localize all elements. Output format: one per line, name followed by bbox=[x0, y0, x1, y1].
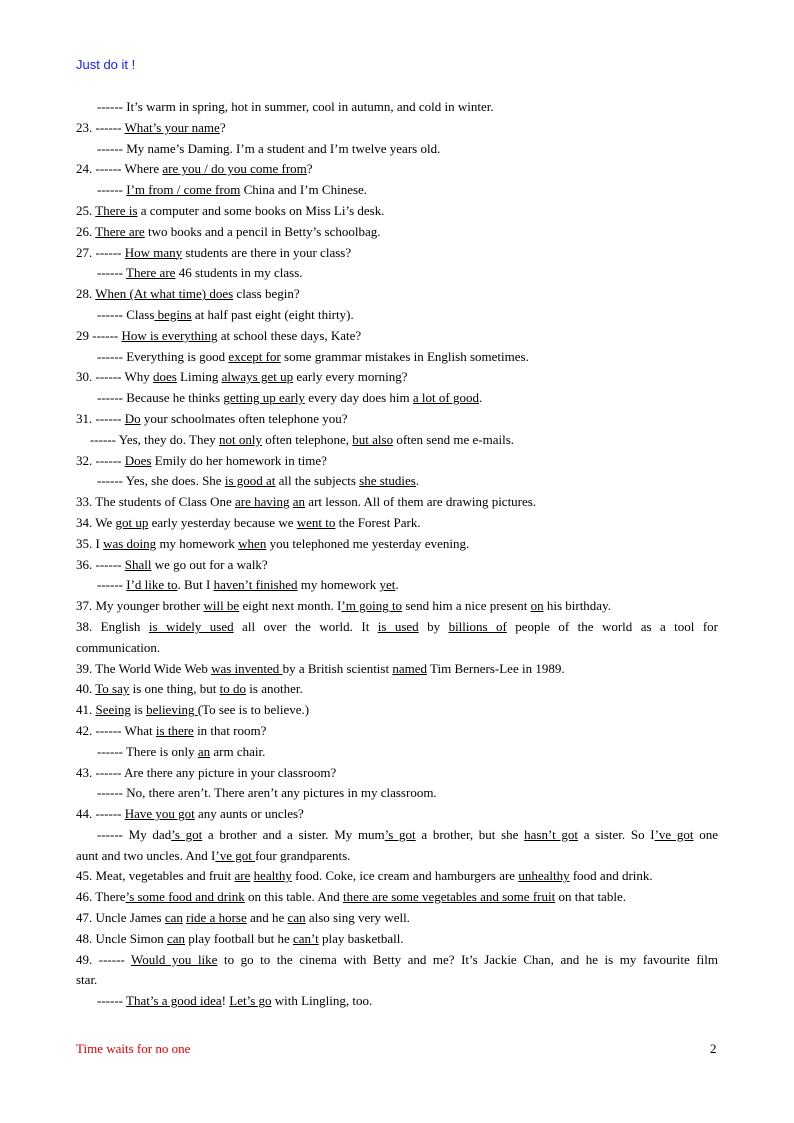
text-segment: food and drink. bbox=[569, 868, 653, 884]
underlined-phrase: except for bbox=[228, 348, 281, 364]
text-segment: some grammar mistakes in English sometimes. bbox=[280, 348, 529, 364]
text-segment: early every morning? bbox=[293, 369, 408, 385]
text-segment: a computer and some books on Miss Li’s desk. bbox=[137, 202, 385, 218]
text-line bbox=[76, 929, 718, 950]
text-segment: . But I bbox=[177, 577, 214, 593]
text-line bbox=[76, 180, 718, 201]
underlined-phrase: are bbox=[234, 868, 251, 884]
underlined-phrase: I’d like to bbox=[126, 577, 178, 593]
underlined-phrase: There are bbox=[95, 223, 145, 239]
underlined-phrase: unhealthy bbox=[518, 868, 570, 884]
text-line bbox=[76, 887, 718, 908]
text-segment: 49. ------ bbox=[76, 951, 132, 967]
text-segment: every day does him bbox=[304, 390, 413, 406]
text-segment: 43. ------ Are there any picture in your classroom? bbox=[76, 764, 337, 780]
underlined-phrase: Does bbox=[124, 452, 152, 468]
text-segment: 39. The World Wide Web bbox=[76, 660, 212, 676]
underlined-phrase: are you / do you come from bbox=[162, 161, 307, 177]
underlined-phrase: ’s got bbox=[171, 826, 203, 842]
text-line bbox=[76, 201, 718, 222]
underlined-phrase: named bbox=[392, 660, 427, 676]
text-line bbox=[76, 908, 718, 929]
underlined-phrase: believing bbox=[146, 702, 198, 718]
text-line bbox=[76, 742, 718, 763]
underlined-phrase: can’t bbox=[293, 930, 319, 946]
text-segment: class begin? bbox=[233, 286, 300, 302]
underlined-phrase: does bbox=[153, 369, 177, 385]
text-line bbox=[76, 555, 718, 576]
text-segment: 27. ------ bbox=[76, 244, 125, 260]
text-segment: 40. bbox=[76, 681, 96, 697]
text-segment: ------ bbox=[97, 182, 127, 198]
text-line bbox=[76, 409, 718, 430]
text-segment: on this table. And bbox=[244, 889, 343, 905]
underlined-phrase: How many bbox=[124, 244, 183, 260]
text-segment: we go out for a walk? bbox=[151, 556, 268, 572]
underlined-phrase: healthy bbox=[253, 868, 292, 884]
underlined-phrase: haven’t finished bbox=[213, 577, 298, 593]
text-segment: one bbox=[693, 826, 718, 842]
text-segment: a brother and a sister. My mum bbox=[202, 826, 385, 842]
text-segment: on that table. bbox=[555, 889, 626, 905]
text-segment: ! bbox=[221, 993, 230, 1009]
underlined-phrase: hasn’t got bbox=[524, 826, 578, 842]
text-line bbox=[76, 139, 718, 160]
text-segment: often telephone, bbox=[262, 431, 353, 447]
header-motto: Just do it ! bbox=[76, 57, 136, 72]
text-line bbox=[76, 492, 718, 513]
text-segment: Tim Berners-Lee in 1989. bbox=[427, 660, 565, 676]
text-segment: ------ bbox=[97, 993, 126, 1009]
text-segment: also sing very well. bbox=[305, 910, 410, 926]
underlined-phrase: is there bbox=[155, 722, 194, 738]
text-line bbox=[76, 721, 718, 742]
text-segment: his birthday. bbox=[543, 598, 611, 614]
text-segment: all the subjects bbox=[275, 473, 360, 489]
underlined-phrase: That’s a good idea bbox=[126, 993, 222, 1009]
underlined-phrase: is used bbox=[377, 618, 419, 634]
text-segment: you telephoned me yesterday evening. bbox=[266, 535, 470, 551]
text-segment: any aunts or uncles? bbox=[194, 806, 304, 822]
text-segment: the Forest Park. bbox=[335, 514, 421, 530]
underlined-phrase: on bbox=[530, 598, 544, 614]
text-segment: ------ Yes, they do. They bbox=[90, 431, 220, 447]
text-segment: to go to the cinema with Betty and me? It’s Jackie Chan, and he is my favourite film bbox=[217, 951, 718, 967]
text-segment: is bbox=[130, 702, 147, 718]
text-segment: at half past eight (eight thirty). bbox=[191, 306, 354, 322]
underlined-phrase: begins bbox=[154, 306, 192, 322]
underlined-phrase: Would you like bbox=[131, 951, 218, 967]
text-segment: 31. ------ bbox=[76, 410, 125, 426]
page-number: 2 bbox=[710, 1041, 717, 1056]
text-segment: four grandparents. bbox=[255, 847, 351, 863]
text-segment: ? bbox=[306, 161, 313, 177]
text-segment: 41. bbox=[76, 702, 96, 718]
text-segment: 28. bbox=[76, 286, 96, 302]
text-segment: ? bbox=[219, 119, 226, 135]
text-segment: often send me e-mails. bbox=[393, 431, 515, 447]
underlined-phrase: got up bbox=[115, 514, 149, 530]
underlined-phrase: getting up early bbox=[223, 390, 305, 406]
text-line bbox=[76, 575, 718, 596]
text-line bbox=[76, 970, 718, 991]
text-segment: ------ Class bbox=[97, 306, 155, 322]
text-line bbox=[76, 97, 718, 118]
underlined-phrase: ride a horse bbox=[186, 910, 247, 926]
text-segment: with Lingling, too. bbox=[271, 993, 373, 1009]
text-segment: all over the world. It bbox=[233, 618, 378, 634]
underlined-phrase: can bbox=[287, 910, 306, 926]
text-segment: 33. The students of Class One bbox=[76, 494, 235, 510]
underlined-phrase: I’m from / come from bbox=[126, 182, 241, 198]
text-line bbox=[76, 659, 718, 680]
text-segment: 38. English bbox=[76, 618, 149, 634]
text-segment: 34. We bbox=[76, 514, 116, 530]
text-line bbox=[76, 471, 718, 492]
underlined-phrase: Seeing bbox=[95, 702, 131, 718]
text-segment: at school these days, Kate? bbox=[217, 327, 362, 343]
text-line bbox=[76, 263, 718, 284]
text-segment: students are there in your class? bbox=[182, 244, 352, 260]
text-segment: ------ Yes, she does. She bbox=[97, 473, 225, 489]
text-segment: 47. Uncle James bbox=[76, 910, 165, 926]
text-segment: eight next month. I bbox=[239, 598, 342, 614]
text-segment: and he bbox=[246, 910, 288, 926]
text-line bbox=[76, 534, 718, 555]
underlined-phrase: was doing bbox=[103, 535, 157, 551]
underlined-phrase: ’ve got bbox=[215, 847, 256, 863]
text-segment: 25. bbox=[76, 202, 96, 218]
text-line bbox=[76, 804, 718, 825]
text-segment: play football but he bbox=[185, 930, 293, 946]
underlined-phrase: There are bbox=[126, 265, 176, 281]
text-segment: ------ My dad bbox=[97, 826, 172, 842]
underlined-phrase: There is bbox=[95, 202, 138, 218]
underlined-phrase: Shall bbox=[124, 556, 152, 572]
text-segment: 46 students in my class. bbox=[175, 265, 303, 281]
text-segment: by a British scientist bbox=[282, 660, 393, 676]
underlined-phrase: ’s some food and drink bbox=[125, 889, 245, 905]
text-segment: food. Coke, ice cream and hamburgers are bbox=[291, 868, 519, 884]
underlined-phrase: billions of bbox=[448, 618, 507, 634]
underlined-phrase: she studies bbox=[359, 473, 416, 489]
text-line bbox=[76, 846, 718, 867]
text-segment: 48. Uncle Simon bbox=[76, 930, 167, 946]
text-segment: is one thing, but bbox=[129, 681, 220, 697]
underlined-phrase: not only bbox=[219, 431, 263, 447]
text-line bbox=[76, 783, 718, 804]
underlined-phrase: can bbox=[164, 910, 183, 926]
underlined-phrase: always get up bbox=[221, 369, 294, 385]
text-line bbox=[76, 866, 718, 887]
footer-motto: Time waits for no one bbox=[76, 1041, 191, 1056]
text-segment: ------ bbox=[97, 577, 127, 593]
underlined-phrase: ’m going to bbox=[341, 598, 403, 614]
text-line bbox=[76, 825, 718, 846]
text-segment: (To see is to believe.) bbox=[197, 702, 310, 718]
text-segment: communication. bbox=[76, 639, 161, 655]
text-line bbox=[76, 700, 718, 721]
text-line bbox=[76, 388, 718, 409]
text-segment: is another. bbox=[246, 681, 303, 697]
text-segment: ------ My name’s Daming. I’m a student and I’m twelve years old. bbox=[97, 140, 441, 156]
underlined-phrase: will be bbox=[203, 598, 240, 614]
underlined-phrase: but also bbox=[352, 431, 394, 447]
underlined-phrase: an bbox=[292, 494, 306, 510]
text-segment: people of the world as a tool for bbox=[506, 618, 719, 634]
underlined-phrase: is good at bbox=[224, 473, 276, 489]
text-segment: . bbox=[478, 390, 483, 406]
text-segment: in that room? bbox=[193, 722, 267, 738]
underlined-phrase: How is everything bbox=[121, 327, 218, 343]
text-segment: my homework bbox=[297, 577, 380, 593]
underlined-phrase: can bbox=[167, 930, 186, 946]
text-segment: ------ Everything is good bbox=[97, 348, 229, 364]
text-line bbox=[76, 950, 718, 971]
text-segment: 29 ------ bbox=[76, 327, 122, 343]
text-line bbox=[76, 243, 718, 264]
underlined-phrase: What’s your name bbox=[124, 119, 220, 135]
text-segment: arm chair. bbox=[210, 743, 266, 759]
text-line bbox=[76, 451, 718, 472]
text-segment: 46. There bbox=[76, 889, 126, 905]
underlined-phrase: ’ve got bbox=[654, 826, 694, 842]
text-line bbox=[76, 347, 718, 368]
text-line bbox=[76, 991, 718, 1012]
text-segment: art lesson. All of them are drawing pictures. bbox=[305, 494, 537, 510]
text-segment: 45. Meat, vegetables and fruit bbox=[76, 868, 235, 884]
text-segment: aunt and two uncles. And I bbox=[76, 847, 216, 863]
text-line bbox=[76, 326, 718, 347]
underlined-phrase: are having bbox=[235, 494, 290, 510]
text-segment: ------ Because he thinks bbox=[97, 390, 224, 406]
underlined-phrase: ’s got bbox=[384, 826, 416, 842]
underlined-phrase: a lot of good bbox=[412, 390, 479, 406]
underlined-phrase: there are some vegetables and some fruit bbox=[342, 889, 556, 905]
text-line bbox=[76, 367, 718, 388]
text-segment: a sister. So I bbox=[578, 826, 655, 842]
underlined-phrase: Let’s go bbox=[229, 993, 272, 1009]
underlined-phrase: When (At what time) does bbox=[95, 286, 234, 302]
text-segment: . bbox=[415, 473, 420, 489]
underlined-phrase: yet bbox=[379, 577, 396, 593]
text-line bbox=[76, 638, 718, 659]
document-body bbox=[76, 97, 718, 1012]
text-line bbox=[76, 763, 718, 784]
text-segment: 37. My younger brother bbox=[76, 598, 204, 614]
underlined-phrase: to do bbox=[219, 681, 247, 697]
text-segment: my homework bbox=[156, 535, 239, 551]
underlined-phrase: is widely used bbox=[148, 618, 234, 634]
text-segment: . bbox=[395, 577, 399, 593]
text-segment: Emily do her homework in time? bbox=[151, 452, 327, 468]
underlined-phrase: Have you got bbox=[124, 806, 195, 822]
text-segment: 32. ------ bbox=[76, 452, 125, 468]
text-line bbox=[76, 679, 718, 700]
text-segment: play basketball. bbox=[318, 930, 404, 946]
text-segment: by bbox=[418, 618, 449, 634]
text-line bbox=[76, 222, 718, 243]
text-segment: 23. ------ bbox=[76, 119, 125, 135]
text-segment: Liming bbox=[176, 369, 222, 385]
text-segment: 26. bbox=[76, 223, 96, 239]
text-segment: ------ bbox=[97, 265, 126, 281]
text-segment: early yesterday because we bbox=[148, 514, 297, 530]
text-line bbox=[76, 513, 718, 534]
text-segment: ------ It’s warm in spring, hot in summer, cool in autumn, and cold in winter. bbox=[97, 99, 494, 114]
underlined-phrase: was invented bbox=[211, 660, 283, 676]
text-line bbox=[76, 159, 718, 180]
text-segment: star. bbox=[76, 972, 98, 988]
text-segment: 42. ------ What bbox=[76, 722, 156, 738]
underlined-phrase: when bbox=[238, 535, 267, 551]
text-segment: a brother, but she bbox=[415, 826, 525, 842]
text-line bbox=[76, 118, 718, 139]
text-line bbox=[76, 305, 718, 326]
text-line bbox=[76, 284, 718, 305]
underlined-phrase: went to bbox=[296, 514, 336, 530]
text-segment: 30. ------ Why bbox=[76, 369, 154, 385]
text-line bbox=[76, 430, 718, 451]
underlined-phrase: an bbox=[197, 743, 211, 759]
underlined-phrase: To say bbox=[95, 681, 130, 697]
text-segment: China and I’m Chinese. bbox=[240, 182, 368, 198]
text-segment: 44. ------ bbox=[76, 806, 125, 822]
text-segment: send him a nice present bbox=[402, 598, 531, 614]
text-segment: 24. ------ Where bbox=[76, 161, 163, 177]
text-segment: 36. ------ bbox=[76, 556, 125, 572]
text-segment: two books and a pencil in Betty’s schoolbag. bbox=[144, 223, 381, 239]
text-line bbox=[76, 596, 718, 617]
underlined-phrase: Do bbox=[124, 410, 141, 426]
text-line bbox=[76, 617, 718, 638]
text-segment: 35. I bbox=[76, 535, 104, 551]
text-segment: ------ There is only bbox=[97, 743, 198, 759]
text-segment: your schoolmates often telephone you? bbox=[140, 410, 348, 426]
text-segment: ------ No, there aren’t. There aren’t any pictures in my classroom. bbox=[97, 785, 437, 801]
